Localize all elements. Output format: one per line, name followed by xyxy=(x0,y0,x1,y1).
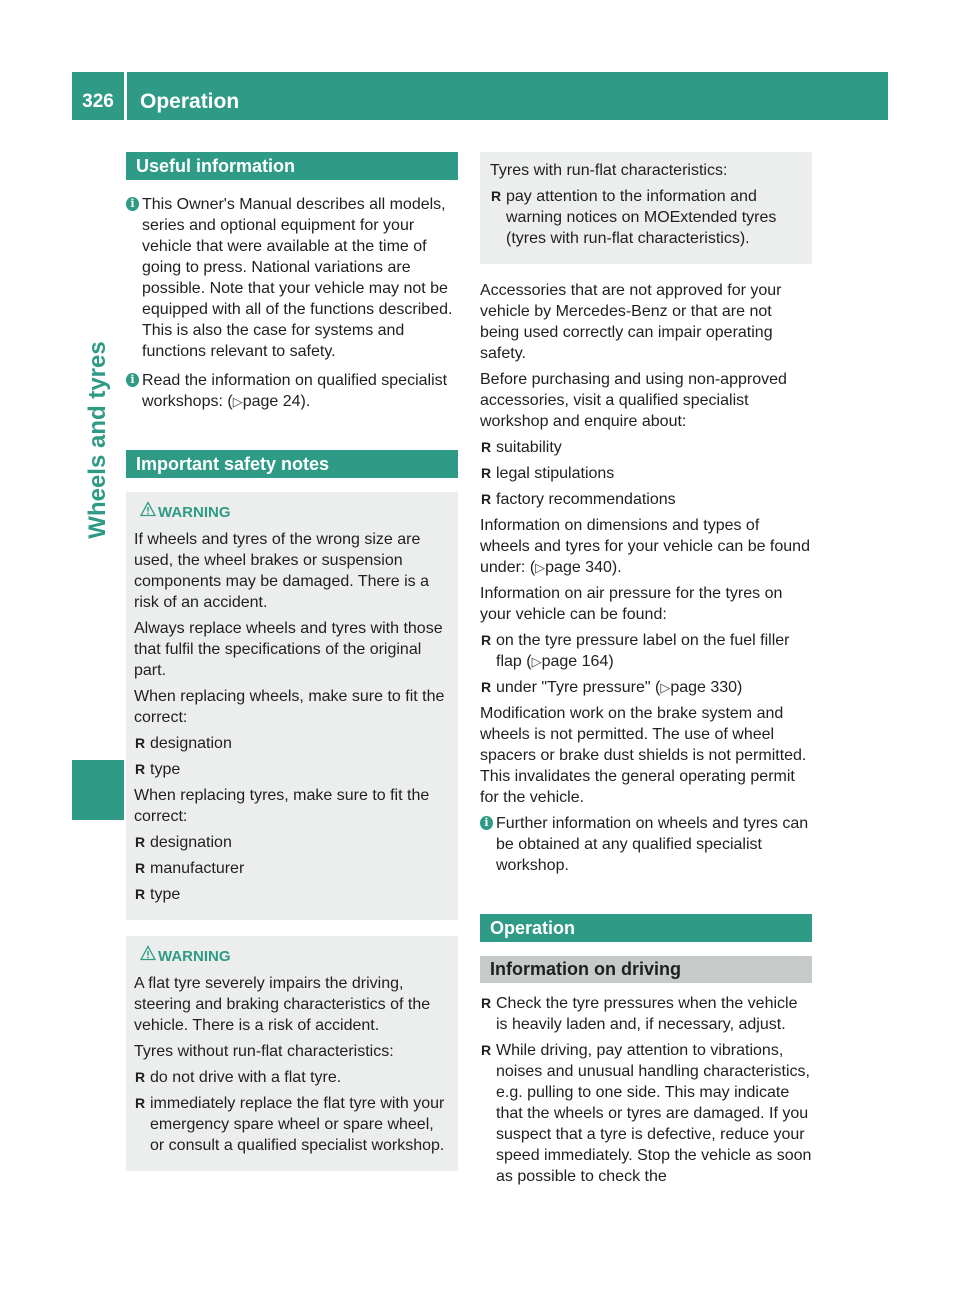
warning-text: A flat tyre severely impairs the driving, steering and braking characteristics of the vehicle. There is a risk of accident. xyxy=(134,975,431,1034)
bullet-r-icon: R xyxy=(481,679,492,695)
bullet-r-icon: R xyxy=(135,1069,146,1085)
bullet-r-icon: R xyxy=(481,1042,492,1058)
info-note xyxy=(126,370,458,412)
box-title: Tyres with run-flat characteristics: xyxy=(490,162,728,179)
bullet-r-icon: R xyxy=(481,465,492,481)
list-item xyxy=(490,186,802,249)
bullet-r-icon: R xyxy=(481,632,492,648)
warning-text: When replacing tyres, make sure to fit the correct: xyxy=(134,787,430,825)
list-item xyxy=(134,759,450,780)
body-text: Information on dimensions and types of wheels and tyres for your vehicle can be found under: ( xyxy=(480,517,810,576)
info-note xyxy=(126,194,458,362)
list-item xyxy=(480,630,812,672)
warning-text: Always replace wheels and tyres with those that fulfil the specifications of the original part. xyxy=(134,620,443,679)
list-item xyxy=(134,832,450,853)
bullet-r-icon: R xyxy=(481,439,492,455)
chapter-tab-label: Wheels and tyres xyxy=(84,341,111,539)
info-note-text: This Owner's Manual describes all models, series and optional equipment for your vehicle that were available at the time of going to press. National variations are possible. Note that your vehicle may not be equipped with all of the functions described. This is also the case for systems and functions relevant to safety. xyxy=(142,196,453,360)
list-item-text: type xyxy=(150,886,181,903)
list-item-text: factory recommendations xyxy=(496,491,676,508)
list-item xyxy=(134,1067,450,1088)
list-item-text-end: ) xyxy=(608,653,614,670)
list-item-text: designation xyxy=(150,834,232,851)
list-item-text: pay attention to the information and warning notices on MOExtended tyres (tyres with run-flat characteristics). xyxy=(506,188,777,247)
list-item-text: on the tyre pressure label on the fuel filler flap ( xyxy=(496,632,790,670)
list-item-text: legal stipulations xyxy=(496,465,615,482)
warning-box xyxy=(126,936,458,1171)
list-item-text: Check the tyre pressures when the vehicle is heavily laden and, if necessary, adjust. xyxy=(496,995,798,1033)
warning-text: Tyres without run-flat characteristics: xyxy=(134,1043,394,1060)
body-text-end: ). xyxy=(611,559,622,576)
arrow-right-icon: ▷ xyxy=(535,560,546,575)
warning-text: When replacing wheels, make sure to fit the correct: xyxy=(134,688,445,726)
page-reference-link[interactable]: page 330 xyxy=(670,679,738,696)
warning-title-text: WARNING xyxy=(158,948,231,965)
section-heading-operation: Operation xyxy=(480,914,812,942)
body-paragraph: Accessories that are not approved for your vehicle by Mercedes-Benz or that are not being used correctly can impair operating safety. xyxy=(480,282,782,362)
list-item-text-end: ) xyxy=(737,679,743,696)
list-item xyxy=(480,489,812,510)
section-heading-important-safety-notes: Important safety notes xyxy=(126,450,458,478)
page-number: 326 xyxy=(82,91,114,112)
info-icon: i xyxy=(126,373,139,387)
body-paragraph: Information on air pressure for the tyres on your vehicle can be found: xyxy=(480,585,783,623)
list-item xyxy=(480,993,812,1035)
section-heading-useful-information: Useful information xyxy=(126,152,458,180)
header-title: Operation xyxy=(140,90,240,113)
warning-triangle-icon xyxy=(140,945,156,961)
warning-text: If wheels and tyres of the wrong size are used, the wheel brakes or suspension components may be damaged. There is a risk of an accident. xyxy=(134,531,429,611)
list-item-text: do not drive with a flat tyre. xyxy=(150,1069,342,1086)
left-column xyxy=(126,152,458,1187)
list-item-text: manufacturer xyxy=(150,860,245,877)
arrow-right-icon: ▷ xyxy=(660,680,671,695)
arrow-right-icon: ▷ xyxy=(531,654,542,669)
body-paragraph: Modification work on the brake system and wheels is not permitted. The use of wheel spacers or brake dust shields is not permitted. This invalidates the general operating permit for the vehicle. xyxy=(480,705,807,806)
subsection-heading-information-on-driving: Information on driving xyxy=(480,956,812,983)
warning-title xyxy=(134,502,450,523)
list-item-text: type xyxy=(150,761,181,778)
page-reference-link[interactable]: page 340 xyxy=(545,559,612,576)
header-divider xyxy=(124,72,127,120)
warning-box xyxy=(126,492,458,920)
page-reference-link[interactable]: page 24 xyxy=(242,393,301,410)
bullet-r-icon: R xyxy=(491,188,502,204)
warning-title xyxy=(134,946,450,967)
bullet-r-icon: R xyxy=(481,491,492,507)
bullet-r-icon: R xyxy=(135,761,146,777)
list-item xyxy=(134,733,450,754)
list-item-text: under "Tyre pressure" ( xyxy=(496,679,661,696)
chapter-marker xyxy=(72,760,124,820)
list-item-text: While driving, pay attention to vibrations, noises and unusual handling characteristics, e.g. pulling to one side. This may indicate that the wheels or tyres are damaged. If you suspect that a tyre is defective, reduce your speed immediately. Stop the vehicle as soon as possible to check the xyxy=(496,1042,812,1185)
warning-triangle-icon xyxy=(140,501,156,517)
right-column xyxy=(480,152,812,1192)
list-item-text: designation xyxy=(150,735,232,752)
arrow-right-icon: ▷ xyxy=(232,394,243,409)
bullet-r-icon: R xyxy=(481,995,492,1011)
bullet-r-icon: R xyxy=(135,735,146,751)
list-item xyxy=(134,884,450,905)
chapter-tab xyxy=(72,140,124,760)
run-flat-note-box xyxy=(480,152,812,264)
bullet-r-icon: R xyxy=(135,834,146,850)
body-paragraph xyxy=(480,515,812,578)
bullet-r-icon: R xyxy=(135,886,146,902)
info-note-text: Read the information on qualified specialist workshops: ( xyxy=(142,372,448,410)
list-item xyxy=(134,858,450,879)
page-reference-link[interactable]: page 164 xyxy=(541,653,609,670)
list-item xyxy=(480,1040,812,1187)
list-item xyxy=(134,1093,450,1156)
page-header xyxy=(72,72,888,120)
list-item xyxy=(480,437,812,458)
info-note-text: Further information on wheels and tyres can be obtained at any qualified specialist workshop. xyxy=(496,815,809,874)
warning-title-text: WARNING xyxy=(158,504,231,521)
bullet-r-icon: R xyxy=(135,860,146,876)
info-note xyxy=(480,813,812,876)
info-icon: i xyxy=(126,197,139,211)
body-paragraph: Before purchasing and using non-approved accessories, visit a qualified specialist workshop and enquire about: xyxy=(480,371,787,430)
info-icon: i xyxy=(480,816,493,830)
info-note-text-end: ). xyxy=(300,393,311,410)
list-item xyxy=(480,677,812,698)
list-item-text: immediately replace the flat tyre with your emergency spare wheel or spare wheel, or consult a qualified specialist workshop. xyxy=(150,1095,445,1154)
list-item xyxy=(480,463,812,484)
bullet-r-icon: R xyxy=(135,1095,146,1111)
list-item-text: suitability xyxy=(496,439,562,456)
